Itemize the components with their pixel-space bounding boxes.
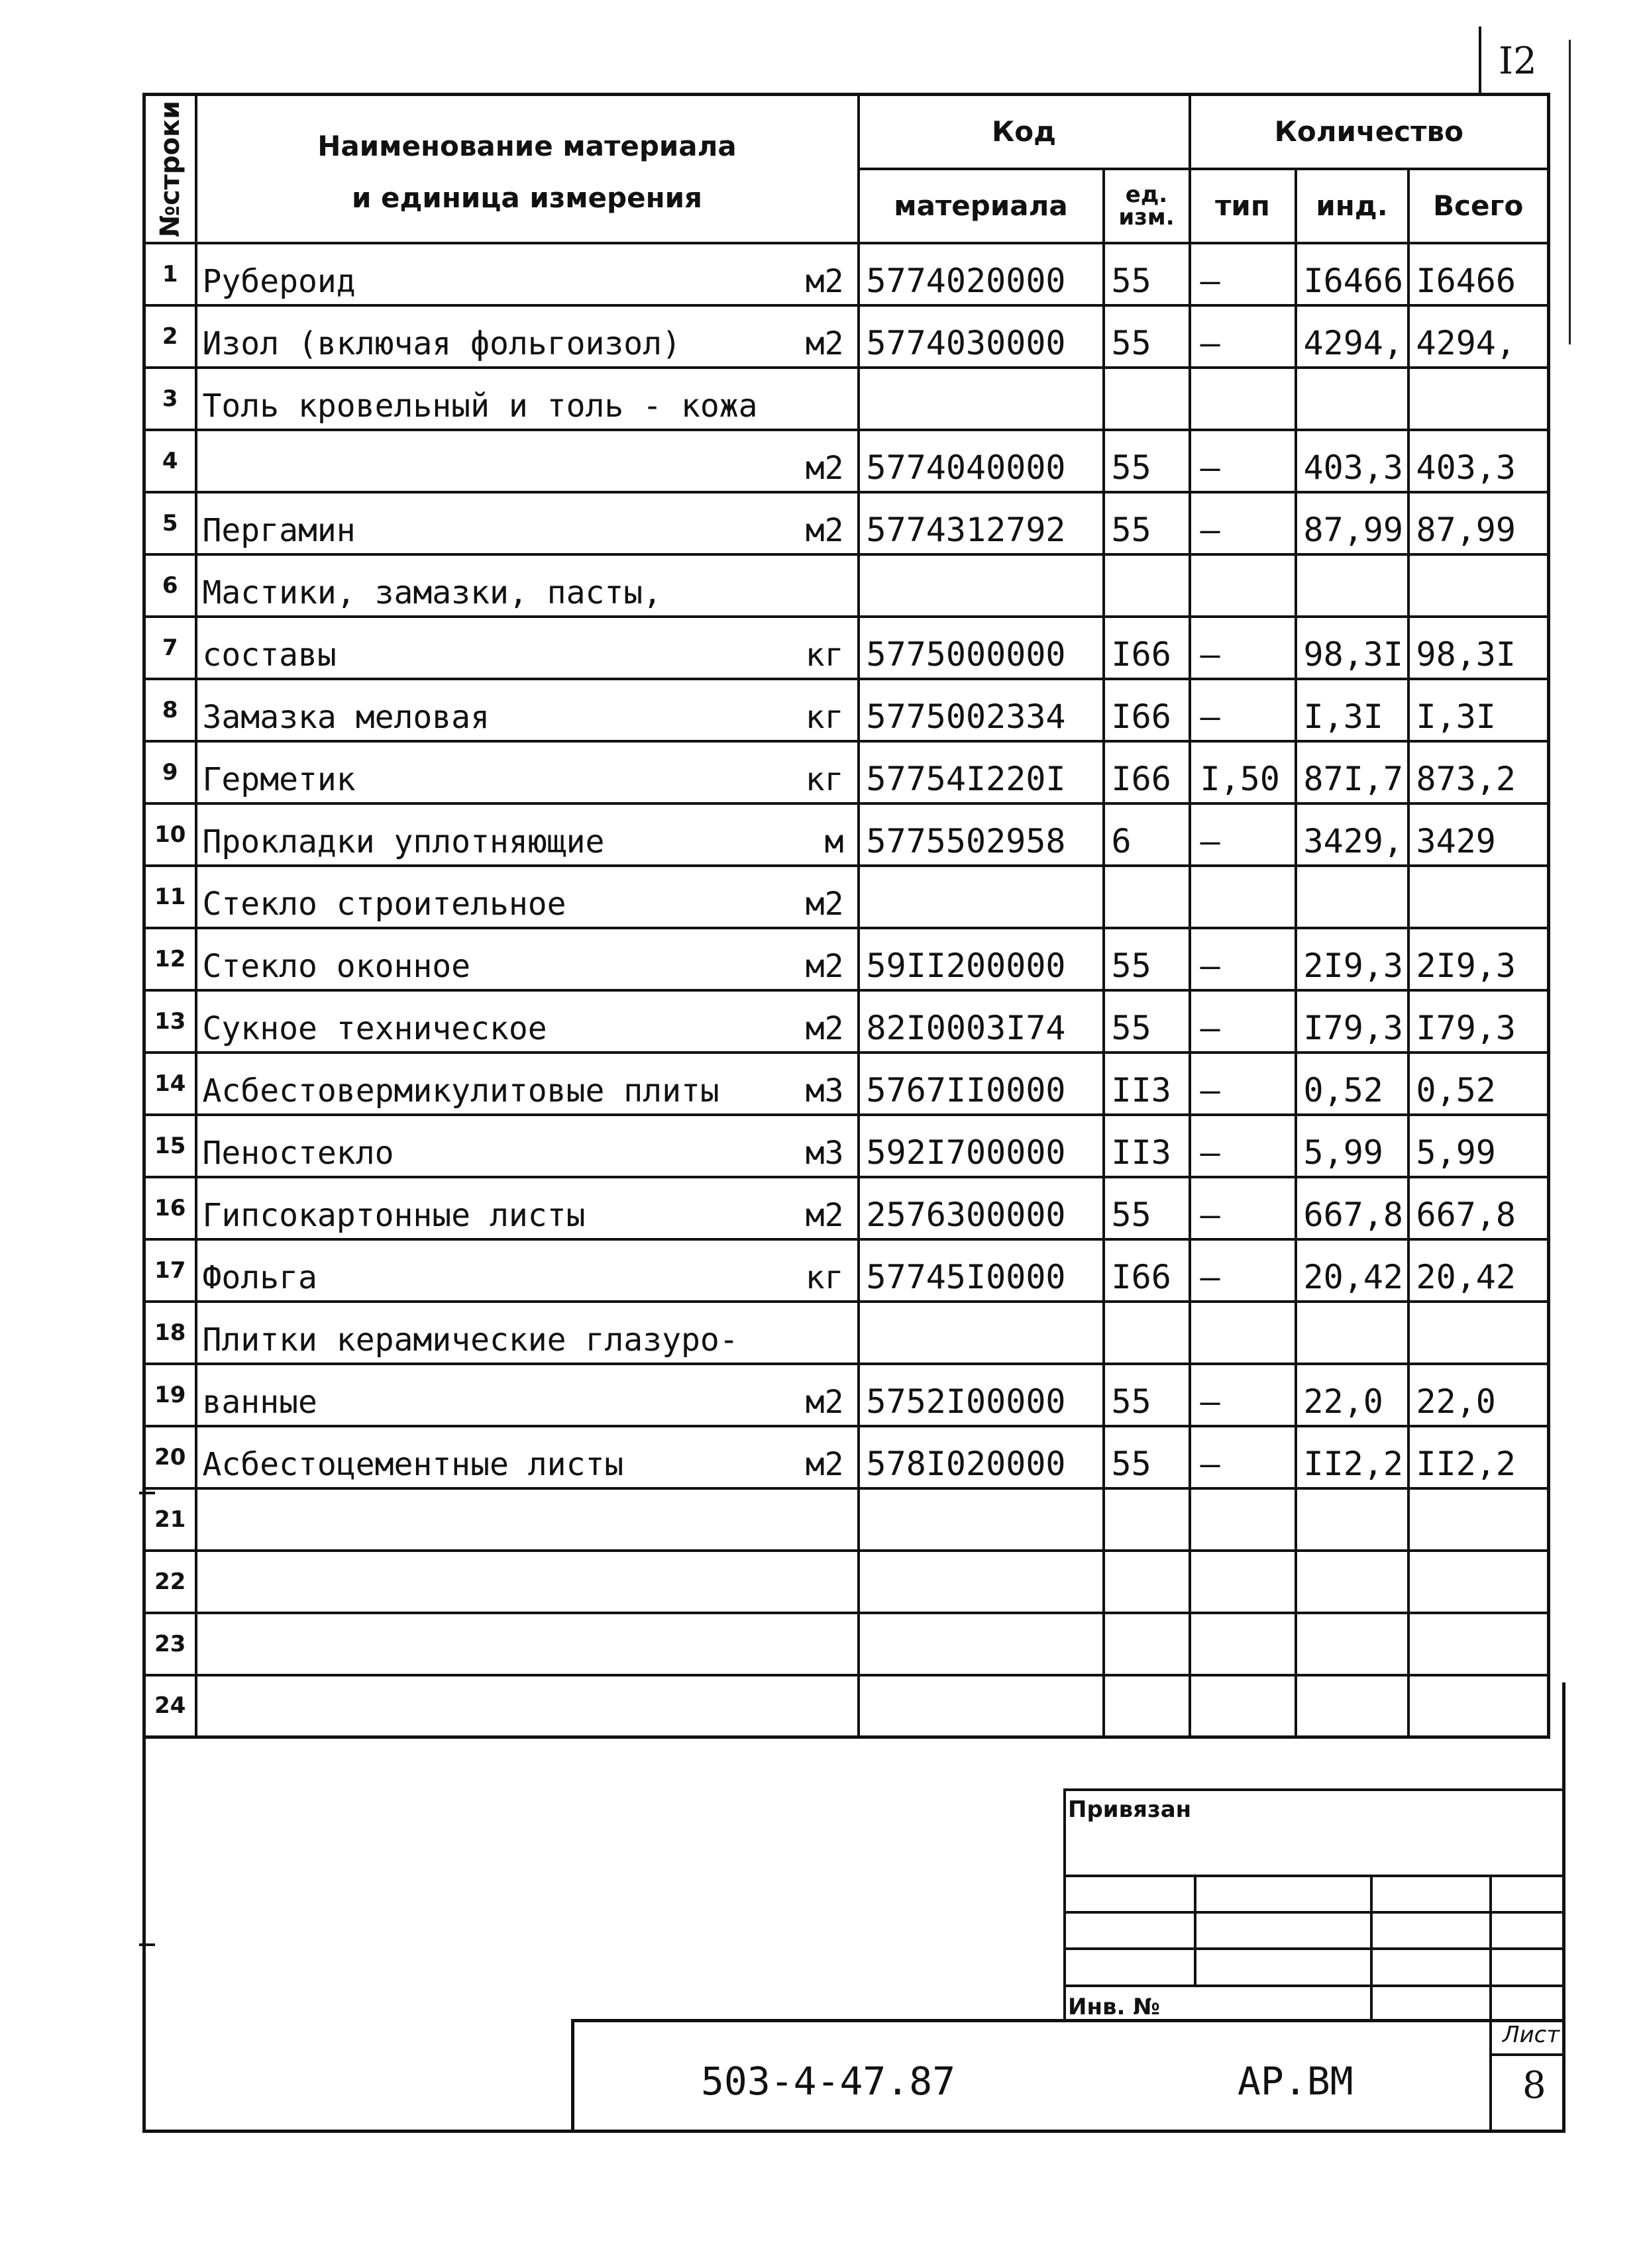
material-name: Замазка меловая [202,698,490,736]
title-block-divider [1489,2053,1565,2056]
total-quantity: I79,3 [1408,990,1549,1053]
total-quantity [1408,1551,1549,1613]
table-row [144,866,1549,928]
stamp-rule [1370,1875,1373,2019]
material-name: Пергамин [202,511,356,549]
material-code: 5774040000 [859,430,1104,492]
ind-quantity: 4294, [1296,305,1408,368]
type-quantity: – [1190,1239,1296,1302]
material-code: 5775502958 [859,803,1104,866]
type-quantity: – [1190,928,1296,990]
unit-code [1104,368,1190,430]
ind-quantity: I6466 [1296,243,1408,305]
margin-tick [139,1492,155,1494]
page-number: I2 [1499,40,1537,83]
table-row [144,554,1549,617]
ind-quantity: 3429, [1296,803,1408,866]
material-unit: м3 [805,1134,844,1172]
row-number: 17 [144,1239,196,1302]
header-type: тип [1190,169,1296,243]
type-quantity: – [1190,1364,1296,1426]
material-code: 82I0003I74 [859,990,1104,1053]
row-number: 14 [144,1053,196,1115]
material-unit: кг [805,636,844,674]
ind-quantity: 87,99 [1296,492,1408,554]
material-code [859,866,1104,928]
type-quantity: – [1190,305,1296,368]
type-quantity [1190,866,1296,928]
row-number: 19 [144,1364,196,1426]
material-name-cell [196,305,859,368]
table-row [144,1364,1549,1426]
material-code: 5774312792 [859,492,1104,554]
ind-quantity [1296,554,1408,617]
margin-tick [139,1943,155,1946]
material-code: 578I020000 [859,1426,1104,1488]
material-name: Герметик [202,760,356,798]
table-row [144,305,1549,368]
material-unit: м3 [805,1072,844,1109]
material-code: 5774030000 [859,305,1104,368]
material-unit: м2 [805,947,844,985]
row-number: 23 [144,1613,196,1675]
total-quantity: 403,3 [1408,430,1549,492]
title-block-divider [1489,2019,1492,2133]
material-name: Плитки керамические глазуро- [202,1321,739,1359]
total-quantity: 5,99 [1408,1115,1549,1177]
type-quantity [1190,1488,1296,1551]
material-name-cell [196,554,859,617]
material-code: 5752I00000 [859,1364,1104,1426]
type-quantity: – [1190,1177,1296,1239]
material-name: Асбестоцементные листы [202,1445,624,1483]
ind-quantity: 87I,7 [1296,741,1408,803]
material-name: Прокладки уплотняющие [202,823,605,860]
ind-quantity: 667,8 [1296,1177,1408,1239]
total-quantity: 4294, [1408,305,1549,368]
ind-quantity: 403,3 [1296,430,1408,492]
table-row [144,1426,1549,1488]
material-name: Изол (включая фольгоизол) [202,325,681,362]
material-code [859,368,1104,430]
material-code: 592I700000 [859,1115,1104,1177]
unit-code: I66 [1104,1239,1190,1302]
unit-code: 55 [1104,928,1190,990]
ind-quantity [1296,1302,1408,1364]
type-quantity: – [1190,803,1296,866]
row-number: 13 [144,990,196,1053]
material-unit: м2 [805,1383,844,1421]
material-code: 5775000000 [859,617,1104,679]
material-unit: кг [805,760,844,798]
table-row [144,243,1549,305]
material-unit: м2 [805,325,844,362]
row-number: 11 [144,866,196,928]
total-quantity: 0,52 [1408,1053,1549,1115]
table-row [144,1302,1549,1364]
material-name-cell [196,866,859,928]
material-name-cell [196,1613,859,1675]
total-quantity [1408,1613,1549,1675]
total-quantity: 3429 [1408,803,1549,866]
material-name-cell [196,1488,859,1551]
total-quantity: 20,42 [1408,1239,1549,1302]
material-name-cell [196,803,859,866]
table-row [144,803,1549,866]
material-code [859,554,1104,617]
row-number: 4 [144,430,196,492]
row-number: 20 [144,1426,196,1488]
ind-quantity: I79,3 [1296,990,1408,1053]
unit-code: 55 [1104,243,1190,305]
ind-quantity: 22,0 [1296,1364,1408,1426]
unit-code: 55 [1104,430,1190,492]
ind-quantity [1296,1613,1408,1675]
header-total: Всего [1408,169,1549,243]
unit-code: I66 [1104,679,1190,741]
total-quantity: 667,8 [1408,1177,1549,1239]
material-unit: кг [805,698,844,736]
binding-label: Привязан [1068,1796,1192,1823]
unit-code: 55 [1104,1177,1190,1239]
material-name-cell [196,741,859,803]
sheet-label: Лист [1503,2022,1560,2048]
table-row [144,1239,1549,1302]
total-quantity [1408,1302,1549,1364]
row-number: 5 [144,492,196,554]
material-name-cell [196,679,859,741]
ind-quantity: 98,3I [1296,617,1408,679]
material-name: Стекло строительное [202,885,566,923]
type-quantity: – [1190,430,1296,492]
type-quantity [1190,1302,1296,1364]
table-row [144,1551,1549,1613]
total-quantity [1408,1488,1549,1551]
row-number: 22 [144,1551,196,1613]
header-quantity: Количество [1190,95,1549,169]
row-number: 18 [144,1302,196,1364]
unit-code: I66 [1104,617,1190,679]
sheet-number: 8 [1522,2064,1546,2107]
ind-quantity [1296,1551,1408,1613]
type-quantity [1190,554,1296,617]
total-quantity: 98,3I [1408,617,1549,679]
table-row [144,741,1549,803]
inventory-label: Инв. № [1068,1994,1161,2020]
total-quantity: II2,2 [1408,1426,1549,1488]
table-row [144,617,1549,679]
material-name-cell [196,990,859,1053]
type-quantity: – [1190,492,1296,554]
type-quantity: I,50 [1190,741,1296,803]
total-quantity: 2I9,3 [1408,928,1549,990]
material-name-cell [196,492,859,554]
material-unit: м2 [805,262,844,300]
stamp-rule [1194,1875,1196,1984]
material-code: 57754I220I [859,741,1104,803]
unit-code [1104,1613,1190,1675]
table-row [144,430,1549,492]
material-name-cell [196,1053,859,1115]
document-code: 503-4-47.87 [701,2059,956,2104]
header-row-number: №строки [144,95,196,243]
unit-code: 55 [1104,305,1190,368]
type-quantity: – [1190,1426,1296,1488]
total-quantity: 22,0 [1408,1364,1549,1426]
unit-code: II3 [1104,1115,1190,1177]
material-unit: м2 [805,449,844,487]
row-number: 9 [144,741,196,803]
unit-code: I66 [1104,741,1190,803]
unit-code: 55 [1104,492,1190,554]
ind-quantity: 20,42 [1296,1239,1408,1302]
table-row [144,1613,1549,1675]
material-unit: м2 [805,885,844,923]
material-name-cell [196,1239,859,1302]
table-row [144,679,1549,741]
material-name-cell [196,928,859,990]
material-name-cell [196,617,859,679]
row-number: 10 [144,803,196,866]
material-unit: м2 [805,511,844,549]
table-row [144,1488,1549,1551]
material-name-cell [196,1364,859,1426]
unit-code [1104,1488,1190,1551]
row-number: 7 [144,617,196,679]
total-quantity [1408,554,1549,617]
material-name: Рубероид [202,262,356,300]
material-name-cell [196,430,859,492]
materials-table [142,93,1550,1739]
document-mark: АР.ВМ [1238,2059,1353,2104]
type-quantity: – [1190,679,1296,741]
unit-code [1104,1302,1190,1364]
material-name: Стекло оконное [202,947,471,985]
row-number: 24 [144,1675,196,1737]
material-name-cell [196,1302,859,1364]
material-name-cell [196,243,859,305]
stamp-rule [1489,1875,1492,2019]
row-number: 15 [144,1115,196,1177]
header-code: Код [859,95,1190,169]
type-quantity: – [1190,990,1296,1053]
material-code: 5774020000 [859,243,1104,305]
type-quantity: – [1190,243,1296,305]
unit-code [1104,866,1190,928]
header-material-name: Наименование материала и единица измерения [196,95,859,243]
material-unit: кг [805,1259,844,1296]
total-quantity [1408,368,1549,430]
row-number: 2 [144,305,196,368]
type-quantity [1190,368,1296,430]
material-code: 2576300000 [859,1177,1104,1239]
material-code [859,1488,1104,1551]
total-quantity: I6466 [1408,243,1549,305]
material-code [859,1302,1104,1364]
material-unit: м [824,823,844,860]
row-number: 6 [144,554,196,617]
ind-quantity: 0,52 [1296,1053,1408,1115]
material-unit: м2 [805,1196,844,1234]
total-quantity [1408,866,1549,928]
table-row [144,492,1549,554]
type-quantity [1190,1613,1296,1675]
row-number: 1 [144,243,196,305]
row-number: 8 [144,679,196,741]
header-unit-code: ед. изм. [1104,169,1190,243]
ind-quantity: 2I9,3 [1296,928,1408,990]
material-name: составы [202,636,337,674]
unit-code [1104,1551,1190,1613]
table-row [144,1115,1549,1177]
material-name: Гипсокартонные листы [202,1196,586,1234]
material-code: 5767II0000 [859,1053,1104,1115]
row-number: 3 [144,368,196,430]
page-number-rule [1479,26,1481,93]
row-number: 16 [144,1177,196,1239]
total-quantity: 87,99 [1408,492,1549,554]
margin-mark [1569,40,1571,344]
unit-code: II3 [1104,1053,1190,1115]
material-name: Толь кровельный и толь - кожа [202,387,758,425]
type-quantity [1190,1551,1296,1613]
table-row [144,1053,1549,1115]
table-row [144,368,1549,430]
material-code: 57745I0000 [859,1239,1104,1302]
ind-quantity: 5,99 [1296,1115,1408,1177]
material-name: Фольга [202,1259,317,1296]
table-row [144,1177,1549,1239]
material-name-cell [196,368,859,430]
material-unit: м2 [805,1445,844,1483]
type-quantity: – [1190,617,1296,679]
material-name-cell [196,1177,859,1239]
ind-quantity [1296,1488,1408,1551]
material-name-cell [196,1426,859,1488]
material-code [859,1551,1104,1613]
material-code: 59II200000 [859,928,1104,990]
material-code: 5775002334 [859,679,1104,741]
type-quantity: – [1190,1115,1296,1177]
header-material-code: материала [859,169,1104,243]
total-quantity: I,3I [1408,679,1549,741]
material-name: Асбестовермикулитовые плиты [202,1072,719,1109]
unit-code [1104,554,1190,617]
type-quantity: – [1190,1053,1296,1115]
ind-quantity [1296,368,1408,430]
ind-quantity: I,3I [1296,679,1408,741]
material-name: ванные [202,1383,317,1421]
material-code [859,1613,1104,1675]
row-number: 21 [144,1488,196,1551]
unit-code: 6 [1104,803,1190,866]
material-name-cell [196,1551,859,1613]
ind-quantity [1296,866,1408,928]
ind-quantity: II2,2 [1296,1426,1408,1488]
unit-code: 55 [1104,1364,1190,1426]
material-unit: м2 [805,1009,844,1047]
total-quantity: 873,2 [1408,741,1549,803]
material-name: Пеностекло [202,1134,394,1172]
material-name-cell [196,1115,859,1177]
table-row [144,990,1549,1053]
material-name: Мастики, замазки, пасты, [202,574,662,611]
unit-code: 55 [1104,1426,1190,1488]
row-number: 12 [144,928,196,990]
header-ind: инд. [1296,169,1408,243]
material-name: Сукное техническое [202,1009,547,1047]
table-row [144,928,1549,990]
unit-code: 55 [1104,990,1190,1053]
